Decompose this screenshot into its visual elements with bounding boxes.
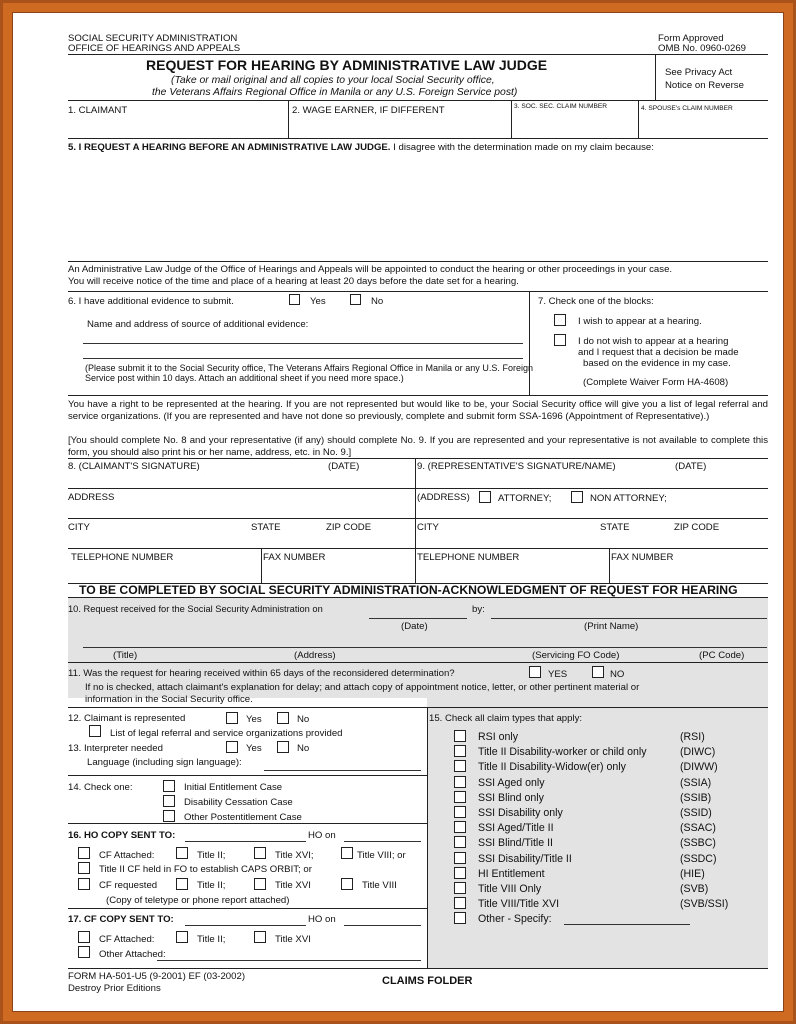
item16-ho-on: HO on xyxy=(308,830,336,841)
claim-type-checkbox[interactable] xyxy=(454,882,466,894)
omb-number: OMB No. 0960-0269 xyxy=(658,43,746,54)
claim-type-code: (SSBC) xyxy=(680,837,716,849)
cf-attached-checkbox[interactable] xyxy=(78,847,90,859)
interpreter-yes-label: Yes xyxy=(246,743,262,754)
alj-notice-2: You will receive notice of the time and place of a hearing at least 20 days before the date set for a hearing. xyxy=(68,276,519,287)
other-attached-label: Other Attached: xyxy=(99,949,166,960)
claim-type-checkbox[interactable] xyxy=(454,791,466,803)
item5-text: 5. I REQUEST A HEARING BEFORE AN ADMINISTRATIVE LAW JUDGE. I disagree with the determination made on my claim because: xyxy=(68,142,654,153)
form-paper xyxy=(13,13,783,1011)
claim-type-name: Other - Specify: xyxy=(478,913,552,925)
privacy-notice-2: Notice on Reverse xyxy=(665,80,744,91)
privacy-notice-1: See Privacy Act xyxy=(665,67,733,78)
received-by-label: by: xyxy=(472,604,485,615)
req-t16-checkbox[interactable] xyxy=(254,878,266,890)
non-attorney-label: NON ATTORNEY; xyxy=(590,493,667,504)
claim-type-code: (SVB/SSI) xyxy=(680,898,729,910)
item12-label: 12. Claimant is represented xyxy=(68,713,186,724)
claim-type-checkbox[interactable] xyxy=(454,776,466,788)
form-title: REQUEST FOR HEARING BY ADMINISTRATIVE LAW JUDGE xyxy=(146,57,548,73)
claim-type-code: (DIWC) xyxy=(680,746,716,758)
item14-label: 14. Check one: xyxy=(68,782,133,793)
ho-copy-date-input[interactable] xyxy=(344,841,421,842)
postentitlement-checkbox[interactable] xyxy=(163,810,175,822)
claimant-signature-label: 8. (CLAIMANT'S SIGNATURE) xyxy=(68,461,200,472)
req-t8-checkbox[interactable] xyxy=(341,878,353,890)
claim-type-checkbox[interactable] xyxy=(454,745,466,757)
cessation-checkbox[interactable] xyxy=(163,795,175,807)
caps-orbit-checkbox[interactable] xyxy=(78,862,90,874)
no-appear-label-3: based on the evidence in my case. xyxy=(583,358,731,369)
interpreter-no-label: No xyxy=(297,743,310,754)
fo-code-caption: (Servicing FO Code) xyxy=(532,650,620,661)
cf-t2-checkbox[interactable] xyxy=(176,847,188,859)
cf17-attached-label: CF Attached: xyxy=(99,934,155,945)
evidence-no-checkbox[interactable] xyxy=(350,294,361,305)
alj-notice-1: An Administrative Law Judge of the Office of Hearings and Appeals will be appointed to conduct the hearing or other proceedings in your case. xyxy=(68,264,673,275)
pc-code-caption: (PC Code) xyxy=(699,650,745,661)
cf-copy-input[interactable] xyxy=(185,925,306,926)
list-provided-checkbox[interactable] xyxy=(89,725,101,737)
claimant-city-label: CITY xyxy=(68,522,90,533)
claim-type-name: SSI Blind only xyxy=(478,792,544,804)
cf-t8-checkbox[interactable] xyxy=(341,847,353,859)
cf17-attached-checkbox[interactable] xyxy=(78,931,90,943)
cessation-label: Disability Cessation Case xyxy=(184,797,293,808)
represented-yes-checkbox[interactable] xyxy=(226,712,238,724)
cf-t16-checkbox[interactable] xyxy=(254,847,266,859)
claim-type-checkbox[interactable] xyxy=(454,760,466,772)
rep-fax-label: FAX NUMBER xyxy=(611,552,674,563)
received-by-input[interactable] xyxy=(491,618,767,619)
claim-type-name: SSI Aged/Title II xyxy=(478,822,554,834)
evidence-yes-checkbox[interactable] xyxy=(289,294,300,305)
no-appear-label-2: and I request that a decision be made xyxy=(578,347,739,358)
date-caption: (Date) xyxy=(401,621,428,632)
claim-type-name: SSI Blind/Title II xyxy=(478,837,553,849)
rep-signature-label: 9. (REPRESENTATIVE'S SIGNATURE/NAME) xyxy=(417,461,616,472)
claimant-state-label: STATE xyxy=(251,522,281,533)
claim-type-code: (SSID) xyxy=(680,807,712,819)
other-attached-input[interactable] xyxy=(157,960,421,961)
item17-label: 17. CF COPY SENT TO: xyxy=(68,914,174,925)
claim-type-code: (SSIB) xyxy=(680,792,712,804)
title-address-input[interactable] xyxy=(83,647,767,648)
postentitlement-label: Other Postentitlement Case xyxy=(184,812,302,823)
item6-label: 6. I have additional evidence to submit. xyxy=(68,296,234,307)
cf-attached-label: CF Attached: xyxy=(99,850,155,861)
cf17-t2-label: Title II; xyxy=(197,934,226,945)
received-date-input[interactable] xyxy=(369,618,467,619)
appear-label: I wish to appear at a hearing. xyxy=(578,316,702,327)
initial-entitlement-label: Initial Entitlement Case xyxy=(184,782,283,793)
claim-type-checkbox[interactable] xyxy=(454,821,466,833)
initial-entitlement-checkbox[interactable] xyxy=(163,780,175,792)
claim-type-checkbox[interactable] xyxy=(454,806,466,818)
caps-orbit-label: Title II CF held in FO to establish CAPS ORBIT; or xyxy=(99,864,312,875)
source-label: Name and address of source of additional evidence: xyxy=(87,319,309,330)
req-t2-label: Title II; xyxy=(197,880,226,891)
claim-type-code: (SSAC) xyxy=(680,822,716,834)
copy-attached-note: (Copy of teletype or phone report attached) xyxy=(106,895,290,906)
print-name-caption: (Print Name) xyxy=(584,621,639,632)
cf-t2-label: Title II; xyxy=(197,850,226,861)
spouse-claim-label: 4. SPOUSE's CLAIM NUMBER xyxy=(641,105,733,112)
represented-no-checkbox[interactable] xyxy=(277,712,289,724)
claim-type-name: SSI Disability/Title II xyxy=(478,853,572,865)
claim-type-checkbox[interactable] xyxy=(454,897,466,909)
source-line-2[interactable] xyxy=(83,358,523,359)
rep-address-label: (ADDRESS) xyxy=(417,492,470,503)
claim-type-code: (SSIA) xyxy=(680,777,712,789)
item11-label: 11. Was the request for hearing received within 65 days of the reconsidered determination? xyxy=(68,668,455,679)
item7-label: 7. Check one of the blocks: xyxy=(538,296,654,307)
attorney-label: ATTORNEY; xyxy=(498,493,552,504)
claim-type-name: SSI Disability only xyxy=(478,807,563,819)
item11-note-2: information in the Social Security office. xyxy=(85,694,253,705)
cf-t8-label: Title VIII; or xyxy=(357,850,406,861)
claimant-phone-label: TELEPHONE NUMBER xyxy=(71,552,174,563)
claimant-address-label: ADDRESS xyxy=(68,492,115,503)
cf17-t16-label: Title XVI xyxy=(275,934,311,945)
claims-folder-label: CLAIMS FOLDER xyxy=(382,975,473,987)
claim-type-name: Title II Disability-Widow(er) only xyxy=(478,761,626,773)
within-65-yes-label: YES xyxy=(548,669,568,680)
claim-type-name: Title VIII Only xyxy=(478,883,542,895)
claim-type-name: Title VIII/Title XVI xyxy=(478,898,560,910)
represented-no-label: No xyxy=(297,714,310,725)
claim-type-code: (HIE) xyxy=(680,868,705,880)
waiver-note: (Complete Waiver Form HA-4608) xyxy=(583,377,729,388)
item17-ho-on: HO on xyxy=(308,914,336,925)
address-caption: (Address) xyxy=(294,650,336,661)
title-caption: (Title) xyxy=(113,650,138,661)
rep-zip-label: ZIP CODE xyxy=(674,522,720,533)
no-appear-checkbox[interactable] xyxy=(554,334,566,346)
form-subtitle-2: the Veterans Affairs Regional Office in Manila or any U.S. Foreign Service post) xyxy=(152,87,518,98)
evidence-yes-label: Yes xyxy=(310,296,326,307)
claim-type-name: RSI only xyxy=(478,731,519,743)
office-name: OFFICE OF HEARINGS AND APPEALS xyxy=(68,43,241,54)
req-t2-checkbox[interactable] xyxy=(176,878,188,890)
form-number: FORM HA-501-U5 (9-2001) EF (03-2002) xyxy=(68,971,246,982)
language-input[interactable] xyxy=(264,770,421,771)
claim-type-name: SSI Aged only xyxy=(478,777,545,789)
claim-type-code: (RSI) xyxy=(680,731,705,743)
rep-city-label: CITY xyxy=(417,522,439,533)
item10-label: 10. Request received for the Social Security Administration on xyxy=(68,604,323,614)
claimant-date-label: (DATE) xyxy=(328,461,360,472)
interpreter-no-checkbox[interactable] xyxy=(277,741,289,753)
non-attorney-checkbox[interactable] xyxy=(571,491,583,503)
agency-name: SOCIAL SECURITY ADMINISTRATION xyxy=(68,33,238,44)
soc-sec-label: 3. SOC. SEC. CLAIM NUMBER xyxy=(514,103,608,110)
claim-type-code: (SVB) xyxy=(680,883,709,895)
within-65-no-label: NO xyxy=(610,669,625,680)
claim-type-checkbox[interactable] xyxy=(454,836,466,848)
interpreter-yes-checkbox[interactable] xyxy=(226,741,238,753)
claim-type-name: HI Entitlement xyxy=(478,868,545,880)
item15-label: 15. Check all claim types that apply: xyxy=(429,713,583,724)
attorney-checkbox[interactable] xyxy=(479,491,491,503)
evidence-no-label: No xyxy=(371,296,384,307)
form-subtitle-1: (Take or mail original and all copies to your local Social Security office, xyxy=(171,75,495,86)
claimant-fax-label: FAX NUMBER xyxy=(263,552,326,563)
cf-t16-label: Title XVI; xyxy=(275,850,314,861)
ho-copy-input[interactable] xyxy=(185,841,306,842)
item6-note: (Please submit it to the Social Security office, The Veterans Affairs Regional Office in Manila or any U.S. Foreign Service post within 10 days. Attach an additional sheet if you need more space.) xyxy=(85,363,533,384)
represented-yes-label: Yes xyxy=(246,714,262,725)
rep-date-label: (DATE) xyxy=(675,461,707,472)
item13-label: 13. Interpreter needed xyxy=(68,743,163,754)
claim-type-checkbox[interactable] xyxy=(454,730,466,742)
claim-type-code: (DIWW) xyxy=(680,761,718,773)
claim-type-name: Title II Disability-worker or child only xyxy=(478,746,647,758)
cf-requested-label: CF requested xyxy=(99,880,158,891)
rep-notice-2: [You should complete No. 8 and your representative (if any) should complete No. 9. If you are represented and your representative is not available to complete this form, you should also print his or her name, address, etc. in No. 9.] xyxy=(68,435,768,458)
rep-notice-1: You have a right to be represented at the hearing. If you are not represented but would like to be, your Social Security office will give you a list of legal referral and service organizations. (If you are represented and have not done so previously, complete and submit form SSA-1696 (Appointment of Representative).) xyxy=(68,399,768,422)
cf-copy-date-input[interactable] xyxy=(344,925,421,926)
claim-type-code: (SSDC) xyxy=(680,853,717,865)
wage-earner-label: 2. WAGE EARNER, IF DIFFERENT xyxy=(292,105,445,116)
cf17-t2-checkbox[interactable] xyxy=(176,931,188,943)
req-t8-label: Title VIII xyxy=(362,880,397,891)
form-approved: Form Approved xyxy=(658,33,724,44)
within-65-no-checkbox[interactable] xyxy=(592,666,604,678)
claim-type-checkbox[interactable] xyxy=(454,852,466,864)
source-line-1[interactable] xyxy=(83,343,523,344)
claim-type-checkbox[interactable] xyxy=(454,867,466,879)
list-provided-label: List of legal referral and service organizations provided xyxy=(110,728,343,739)
claimant-zip-label: ZIP CODE xyxy=(326,522,372,533)
cf17-t16-checkbox[interactable] xyxy=(254,931,266,943)
rep-state-label: STATE xyxy=(600,522,630,533)
destroy-note: Destroy Prior Editions xyxy=(68,983,161,994)
appear-checkbox[interactable] xyxy=(554,314,566,326)
no-appear-label-1: I do not wish to appear at a hearing xyxy=(578,336,729,347)
item16-label: 16. HO COPY SENT TO: xyxy=(68,830,176,841)
claim-type-checkbox[interactable] xyxy=(454,912,466,924)
language-label: Language (including sign language): xyxy=(87,757,242,768)
within-65-yes-checkbox[interactable] xyxy=(529,666,541,678)
other-attached-checkbox[interactable] xyxy=(78,946,90,958)
rep-phone-label: TELEPHONE NUMBER xyxy=(417,552,520,563)
req-t16-label: Title XVI xyxy=(275,880,311,891)
cf-requested-checkbox[interactable] xyxy=(78,878,90,890)
claimant-label: 1. CLAIMANT xyxy=(68,105,128,116)
ssa-section-title: TO BE COMPLETED BY SOCIAL SECURITY ADMINISTRATION-ACKNOWLEDGMENT OF REQUEST FOR HEARING xyxy=(79,583,738,597)
other-specify-input[interactable] xyxy=(564,924,690,925)
item11-note-1: If no is checked, attach claimant's explanation for delay; and attach copy of appointment notice, letter, or other pertinent material or xyxy=(85,682,640,693)
